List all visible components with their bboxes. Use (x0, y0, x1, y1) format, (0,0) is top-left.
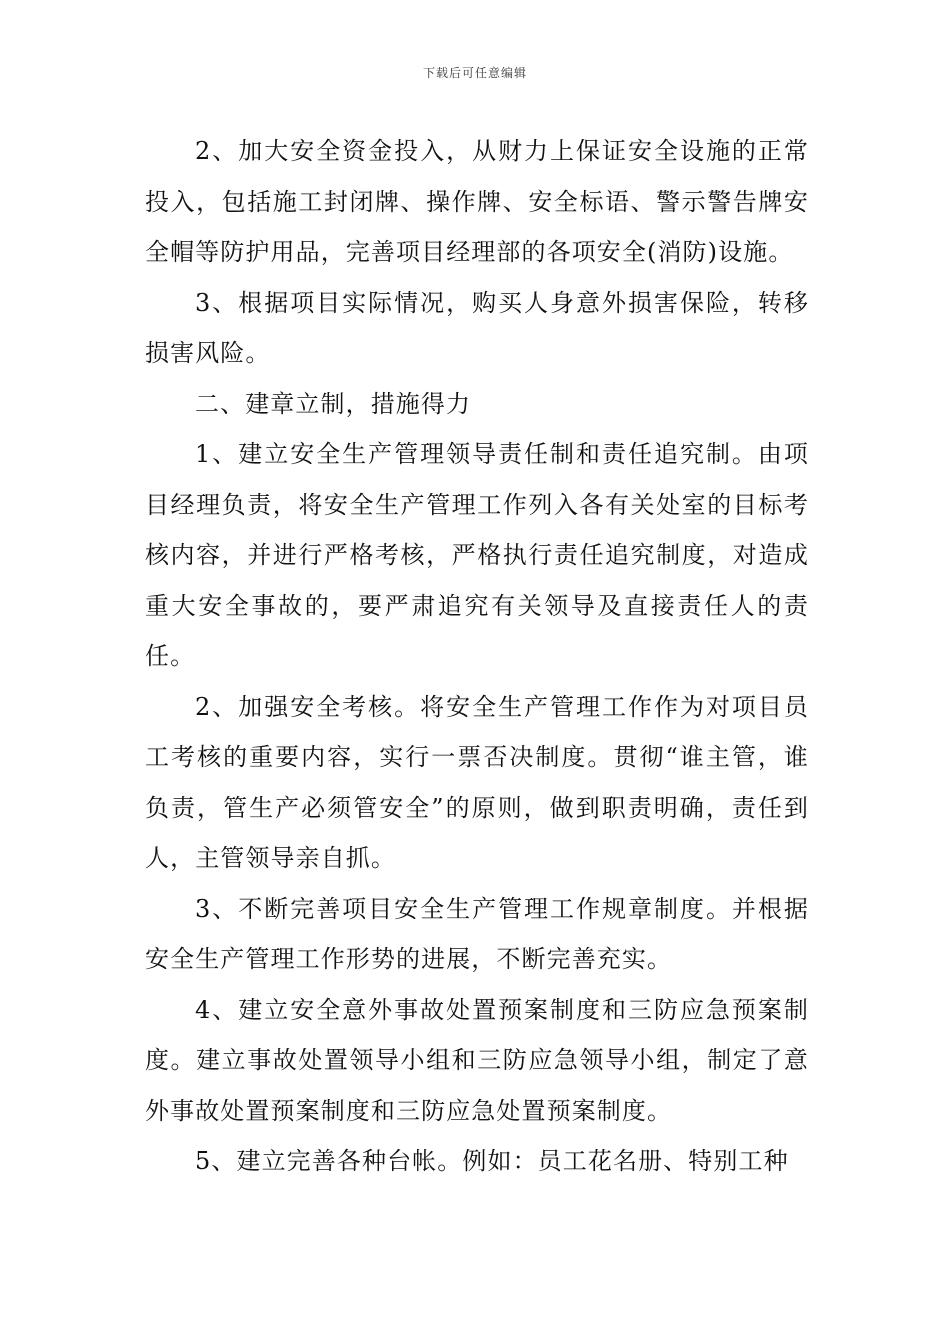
paragraph-emergency-plans: 4、建立安全意外事故处置预案制度和三防应急预案制度。建立事故处置领导小组和三防应急领导小组，制定了意外事故处置预案制度和三防应急处置预案制度。 (145, 995, 809, 1125)
section-heading-rules: 二、建章立制，措施得力 (195, 389, 472, 418)
paragraph-regulations: 3、不断完善项目安全生产管理工作规章制度。并根据安全生产管理工作形势的进展，不断完善充实。 (145, 894, 809, 973)
page-header-note: 下载后可任意编辑 (422, 66, 527, 80)
paragraph-safety-funding: 2、加大安全资金投入，从财力上保证安全设施的正常投入，包括施工封闭牌、操作牌、安全标语、警示警告牌安全帽等防护用品，完善项目经理部的各项安全(消防)设施。 (145, 137, 809, 266)
paragraph-ledgers: 5、建立完善各种台帐。例如：员工花名册、特别工种 (195, 1147, 789, 1175)
paragraph-responsibility-system: 1、建立安全生产管理领导责任制和责任追究制。由项目经理负责，将安全生产管理工作列入各有关处室的目标考核内容，并进行严格考核，严格执行责任追究制度，对造成重大安全事故的，要严肃追究有关领导及直接责任人的责任。 (145, 440, 809, 670)
document-body (145, 126, 809, 1187)
paragraph-safety-assessment: 2、加强安全考核。将安全生产管理工作作为对项目员工考核的重要内容，实行一票否决制度。贯彻“谁主管，谁负责，管生产必须管安全”的原则，做到职责明确，责任到人，主管领导亲自抓。 (145, 692, 809, 872)
paragraph-insurance: 3、根据项目实际情况，购买人身意外损害保险，转移损害风险。 (145, 288, 809, 367)
